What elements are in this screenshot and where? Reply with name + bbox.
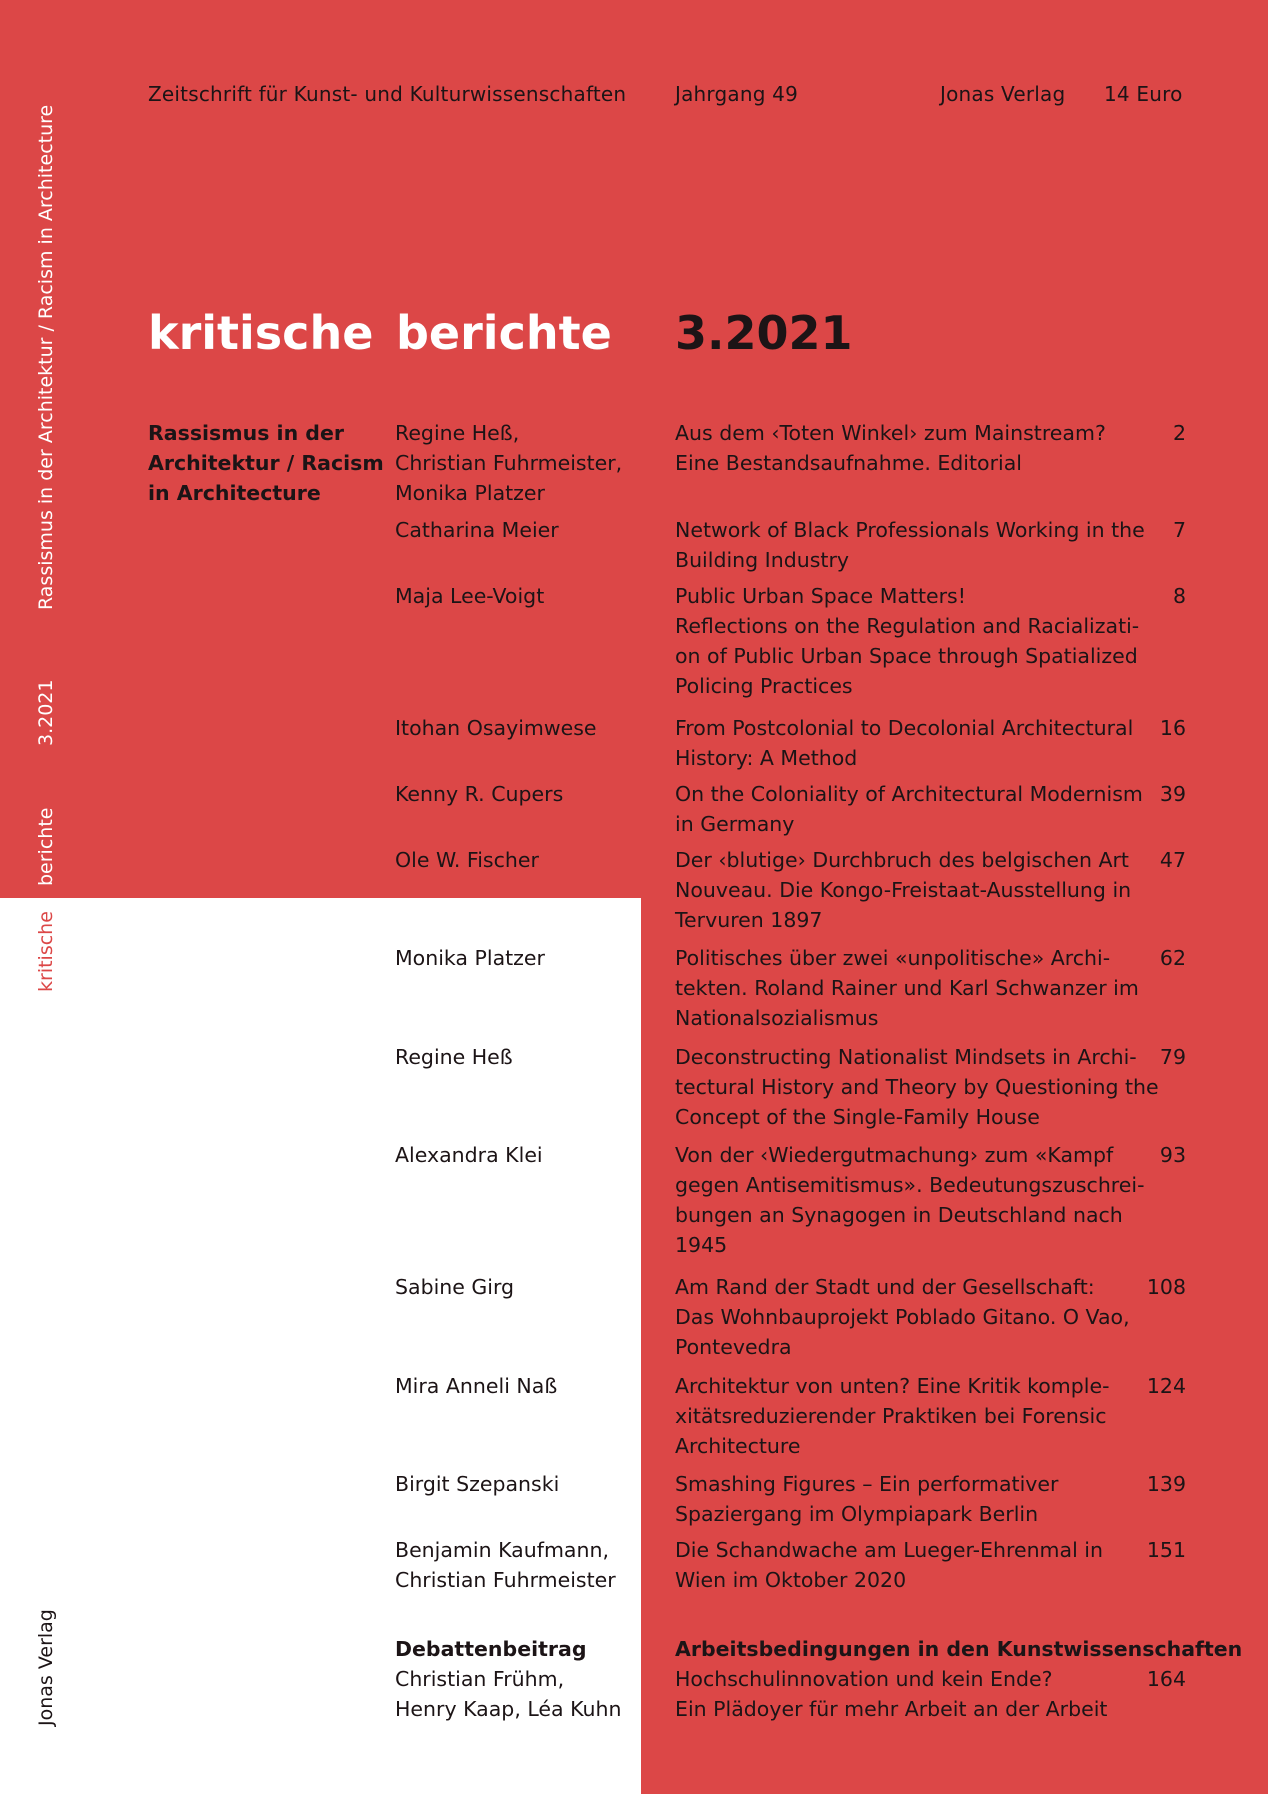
toc-title bbox=[675, 713, 1155, 773]
author-line: Regine Heß, bbox=[395, 421, 520, 445]
author-line: Mira Anneli Naß bbox=[395, 1374, 558, 1398]
toc-authors bbox=[395, 418, 655, 508]
title-line: From Postcolonial to Decolonial Architectural bbox=[675, 716, 1134, 740]
debatte-heading: Arbeitsbedingungen in den Kunstwissenschaften bbox=[675, 1637, 1243, 1661]
toc-title bbox=[675, 581, 1155, 701]
section-heading-line: in Architecture bbox=[148, 481, 321, 505]
toc-page-number: 8 bbox=[1172, 584, 1186, 608]
author-line: Henry Kaap, Léa Kuhn bbox=[395, 1697, 622, 1721]
title-line: Smashing Figures – Ein performativer bbox=[675, 1472, 1059, 1496]
section-heading-line: Rassismus in der bbox=[148, 421, 344, 445]
title-word-kritische: kritische bbox=[148, 306, 374, 360]
author-line: Regine Heß bbox=[395, 1045, 513, 1069]
author-line: Monika Platzer bbox=[395, 481, 545, 505]
toc-page-number: 47 bbox=[1159, 848, 1186, 872]
author-line: Christian Fuhrmeister bbox=[395, 1568, 616, 1592]
toc-title bbox=[675, 779, 1155, 839]
author-line: Kenny R. Cupers bbox=[395, 782, 564, 806]
toc-page-number: 62 bbox=[1159, 946, 1186, 970]
toc-page-number: 124 bbox=[1146, 1374, 1186, 1398]
toc-title bbox=[675, 1535, 1155, 1595]
toc-title bbox=[675, 1371, 1155, 1461]
title-line: Der ‹blutige› Durchbruch des belgischen Art bbox=[675, 848, 1129, 872]
title-line: Building Industry bbox=[675, 548, 849, 572]
toc-page-number: 7 bbox=[1172, 518, 1186, 542]
toc-title bbox=[675, 1140, 1155, 1260]
author-line: Ole W. Fischer bbox=[395, 848, 539, 872]
section-heading-line: Architektur / Racism bbox=[148, 451, 384, 475]
toc-page-number: 108 bbox=[1146, 1275, 1186, 1299]
title-line: tectural History and Theory by Questioning the bbox=[675, 1075, 1159, 1099]
toc-title bbox=[675, 1042, 1159, 1132]
title-line: Die Schandwache am Lueger-Ehrenmal in bbox=[675, 1538, 1103, 1562]
toc-page-number: 139 bbox=[1146, 1472, 1186, 1496]
title-line: Public Urban Space Matters! bbox=[675, 584, 966, 608]
spine-theme: Rassismus in der Architektur / Racism in Architecture bbox=[35, 104, 57, 610]
title-line: Tervuren 1897 bbox=[675, 908, 823, 932]
title-line: Architektur von unten? Eine Kritik komple- bbox=[675, 1374, 1110, 1398]
title-line: Von der ‹Wiedergutmachung› zum «Kampf bbox=[675, 1143, 1114, 1167]
title-line: in Germany bbox=[675, 812, 795, 836]
title-line: Das Wohnbauprojekt Poblado Gitano. O Vao, bbox=[675, 1305, 1130, 1329]
toc-page-number: 2 bbox=[1172, 421, 1186, 445]
toc-authors bbox=[395, 1272, 655, 1302]
author-line: Christian Fuhrmeister, bbox=[395, 451, 623, 475]
title-line: tekten. Roland Rainer und Karl Schwanzer im bbox=[675, 976, 1139, 1000]
toc-authors bbox=[395, 943, 655, 973]
title-line: on of Public Urban Space through Spatialized bbox=[675, 644, 1138, 668]
author-line: Birgit Szepanski bbox=[395, 1472, 560, 1496]
publisher-label: Jonas Verlag bbox=[940, 82, 1066, 106]
debatte-authors bbox=[395, 1634, 655, 1724]
toc-page-number: 16 bbox=[1159, 716, 1186, 740]
title-line: Ein Plädoyer für mehr Arbeit an der Arbeit bbox=[675, 1697, 1108, 1721]
title-line: Eine Bestandsaufnahme. Editorial bbox=[675, 451, 1022, 475]
price-label: 14 Euro bbox=[1104, 82, 1183, 106]
toc-authors bbox=[395, 779, 655, 809]
title-line: Architecture bbox=[675, 1434, 801, 1458]
title-line: 1945 bbox=[675, 1233, 728, 1257]
toc-title bbox=[675, 515, 1155, 575]
toc-authors bbox=[395, 1042, 655, 1072]
toc-authors bbox=[395, 1371, 655, 1401]
title-line: Hochschulinnovation und kein Ende? bbox=[675, 1667, 1053, 1691]
title-line: Concept of the Single-Family House bbox=[675, 1105, 1040, 1129]
title-line: Policing Practices bbox=[675, 674, 853, 698]
author-line: Benjamin Kaufmann, bbox=[395, 1538, 609, 1562]
toc-title bbox=[675, 418, 1155, 478]
toc-authors bbox=[395, 515, 655, 545]
title-line: Politisches über zwei «unpolitische» Archi- bbox=[675, 946, 1111, 970]
toc-authors bbox=[395, 713, 655, 743]
toc-page-number: 39 bbox=[1159, 782, 1186, 806]
title-line: bungen an Synagogen in Deutschland nach bbox=[675, 1203, 1123, 1227]
toc-authors bbox=[395, 1469, 655, 1499]
toc-title bbox=[675, 943, 1155, 1033]
author-line: Maja Lee-Voigt bbox=[395, 584, 545, 608]
title-line: gegen Antisemitismus». Bedeutungszuschrei- bbox=[675, 1173, 1145, 1197]
author-line: Christian Frühm, bbox=[395, 1667, 565, 1691]
author-line: Alexandra Klei bbox=[395, 1143, 543, 1167]
toc-page-number: 93 bbox=[1159, 1143, 1186, 1167]
title-line: Wien im Oktober 2020 bbox=[675, 1568, 907, 1592]
spine-issue: 3.2021 bbox=[35, 679, 57, 746]
toc-title bbox=[675, 845, 1155, 935]
title-line: Deconstructing Nationalist Mindsets in Archi- bbox=[675, 1045, 1137, 1069]
toc-title bbox=[675, 1272, 1155, 1362]
title-line: Pontevedra bbox=[675, 1335, 792, 1359]
spine-publisher: Jonas Verlag bbox=[35, 1609, 57, 1726]
toc-page-number: 79 bbox=[1159, 1045, 1186, 1069]
title-line: History: A Method bbox=[675, 746, 858, 770]
toc-title bbox=[675, 1469, 1155, 1529]
toc-authors bbox=[395, 1535, 655, 1595]
author-line: Sabine Girg bbox=[395, 1275, 515, 1299]
toc-authors bbox=[395, 581, 655, 611]
author-line: Catharina Meier bbox=[395, 518, 559, 542]
title-line: Nationalsozialismus bbox=[675, 1006, 879, 1030]
spine-word-berichte: berichte bbox=[35, 807, 57, 886]
title-word-berichte: berichte bbox=[396, 306, 612, 360]
spine-word-kritische: kritische bbox=[35, 911, 57, 992]
volume-label: Jahrgang 49 bbox=[675, 82, 799, 106]
toc-authors bbox=[395, 845, 655, 875]
author-line: Itohan Osayimwese bbox=[395, 716, 597, 740]
section-heading bbox=[148, 418, 384, 508]
title-line: Reflections on the Regulation and Racializati- bbox=[675, 614, 1140, 638]
debatte-label: Debattenbeitrag bbox=[395, 1637, 587, 1661]
title-line: On the Coloniality of Architectural Modernism bbox=[675, 782, 1143, 806]
journal-subtitle: Zeitschrift für Kunst- und Kulturwissenschaften bbox=[148, 82, 627, 106]
issue-number: 3.2021 bbox=[675, 306, 853, 360]
title-line: Spaziergang im Olympiapark Berlin bbox=[675, 1502, 1039, 1526]
title-line: Nouveau. Die Kongo-Freistaat-Ausstellung in bbox=[675, 878, 1132, 902]
title-line: xitätsreduzierender Praktiken bei Forensic bbox=[675, 1404, 1107, 1428]
title-line: Network of Black Professionals Working in the bbox=[675, 518, 1145, 542]
toc-page-number: 164 bbox=[1146, 1667, 1186, 1691]
toc-page-number: 151 bbox=[1146, 1538, 1186, 1562]
title-line: Aus dem ‹Toten Winkel› zum Mainstream? bbox=[675, 421, 1106, 445]
title-line: Am Rand der Stadt und der Gesellschaft: bbox=[675, 1275, 1095, 1299]
author-line: Monika Platzer bbox=[395, 946, 545, 970]
toc-authors bbox=[395, 1140, 655, 1170]
